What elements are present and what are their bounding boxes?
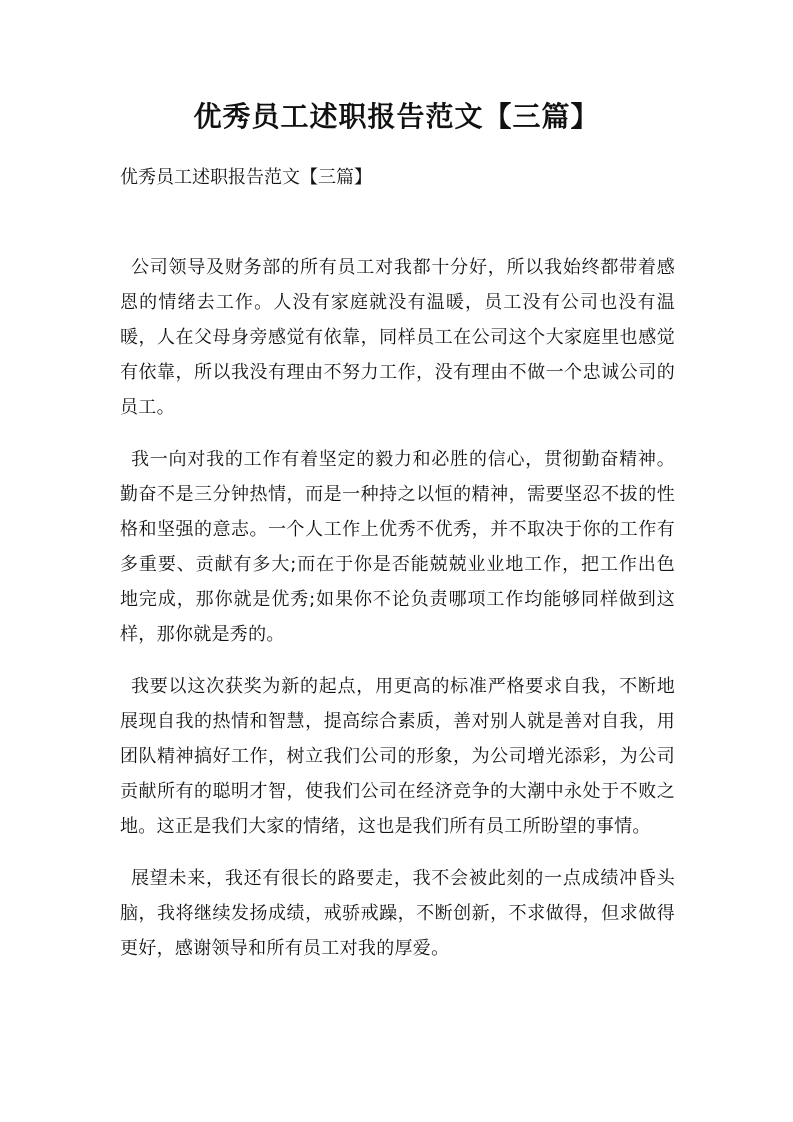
paragraph-2: 我一向对我的工作有着坚定的毅力和必胜的信心，贯彻勤奋精神。勤奋不是三分钟热情，而是一种持之以恒的精神，需要坚忍不拔的性格和坚强的意志。一个人工作上优秀不优秀，并不取决于你的工作有多重要、贡献有多大;而在于你是否能兢兢业业地工作，把工作出色地完成，那你就是优秀;如果你不论负责哪项工作均能够同样做到这样，那你就是秀的。	[120, 449, 675, 645]
paragraph-4: 展望未来，我还有很长的路要走，我不会被此刻的一点成绩冲昏头脑，我将继续发扬成绩，戒骄戒躁，不断创新，不求做得，但求做得更好，感谢领导和所有员工对我的厚爱。	[120, 868, 675, 959]
paragraph-3: 我要以这次获奖为新的起点，用更高的标准严格要求自我，不断地展现自我的热情和智慧，提高综合素质，善对别人就是善对自我，用团队精神搞好工作，树立我们公司的形象，为公司增光添彩，为公司贡献所有的聪明才智，使我们公司在经济竞争的大潮中永处于不败之地。这正是我们大家的情绪，这也是我们所有员工所盼望的事情。	[120, 676, 675, 837]
document-title: 优秀员工述职报告范文【三篇】	[193, 100, 600, 133]
document-body	[120, 250, 675, 983]
document-subtitle: 优秀员工述职报告范文【三篇】	[120, 167, 372, 188]
paragraph-1: 公司领导及财务部的所有员工对我都十分好，所以我始终都带着感恩的情绪去工作。人没有家庭就没有温暖，员工没有公司也没有温暖，人在父母身旁感觉有依靠，同样员工在公司这个大家庭里也感觉有依靠，所以我没有理由不努力工作，没有理由不做一个忠诚公司的员工。	[120, 257, 675, 418]
